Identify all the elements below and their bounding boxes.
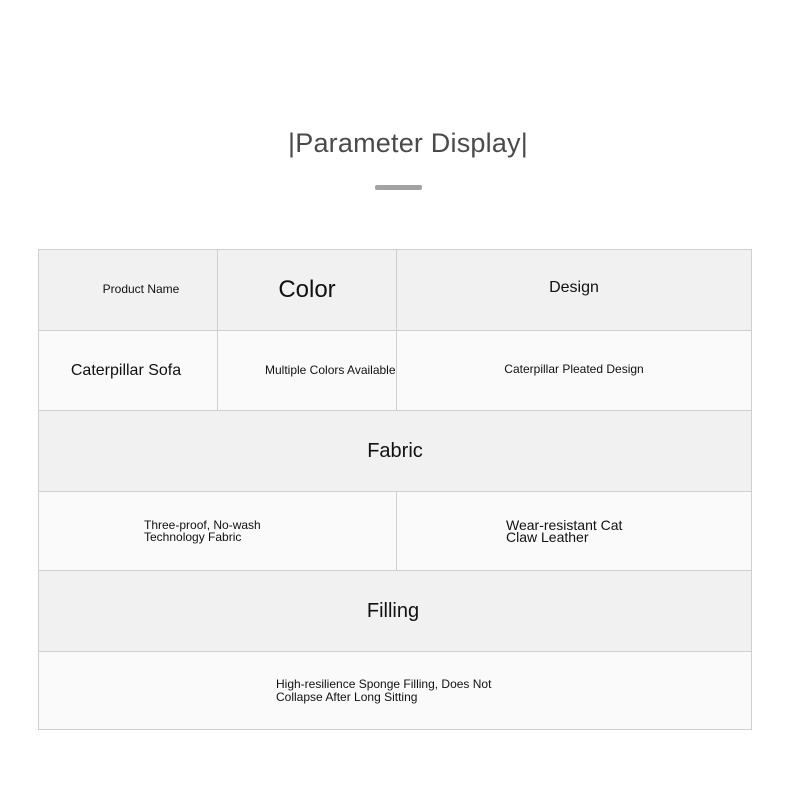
fabric-label-row (39, 410, 751, 491)
design-header-cell (396, 250, 751, 330)
page-title: |Parameter Display| (288, 128, 528, 158)
filling-label: Filling (366, 600, 420, 622)
filling-label-cell (39, 571, 751, 651)
fabric-option-1-cell (39, 492, 396, 570)
product-name-value: Caterpillar Sofa (70, 361, 182, 379)
fabric-label-cell (39, 411, 751, 491)
product-name-header-cell (39, 250, 217, 330)
parameter-table (38, 249, 752, 730)
product-name-label: Product Name (102, 282, 180, 297)
value-row (39, 330, 751, 410)
design-value-cell (396, 331, 751, 410)
design-value: Caterpillar Pleated Design (504, 361, 644, 376)
filling-value-row (39, 651, 751, 729)
fabric-options-row (39, 491, 751, 570)
color-header-cell (217, 250, 396, 330)
color-value: Multiple Colors Available (265, 362, 396, 377)
design-label: Design (549, 279, 599, 297)
fabric-option-2: Wear-resistant Cat Claw Leather (506, 517, 623, 545)
filling-value-cell (39, 652, 751, 729)
fabric-option-2-cell (396, 492, 751, 570)
color-label: Color (278, 275, 336, 303)
header-row (39, 250, 751, 330)
filling-value: High-resilience Sponge Filling, Does Not Collapse After Long Sitting (276, 676, 492, 704)
product-name-value-cell (39, 331, 217, 410)
color-value-cell (217, 331, 396, 410)
title-underline-divider (375, 185, 422, 190)
fabric-option-1: Three-proof, No-wash Technology Fabric (144, 518, 261, 544)
filling-label-row (39, 570, 751, 651)
fabric-label: Fabric (367, 440, 423, 462)
